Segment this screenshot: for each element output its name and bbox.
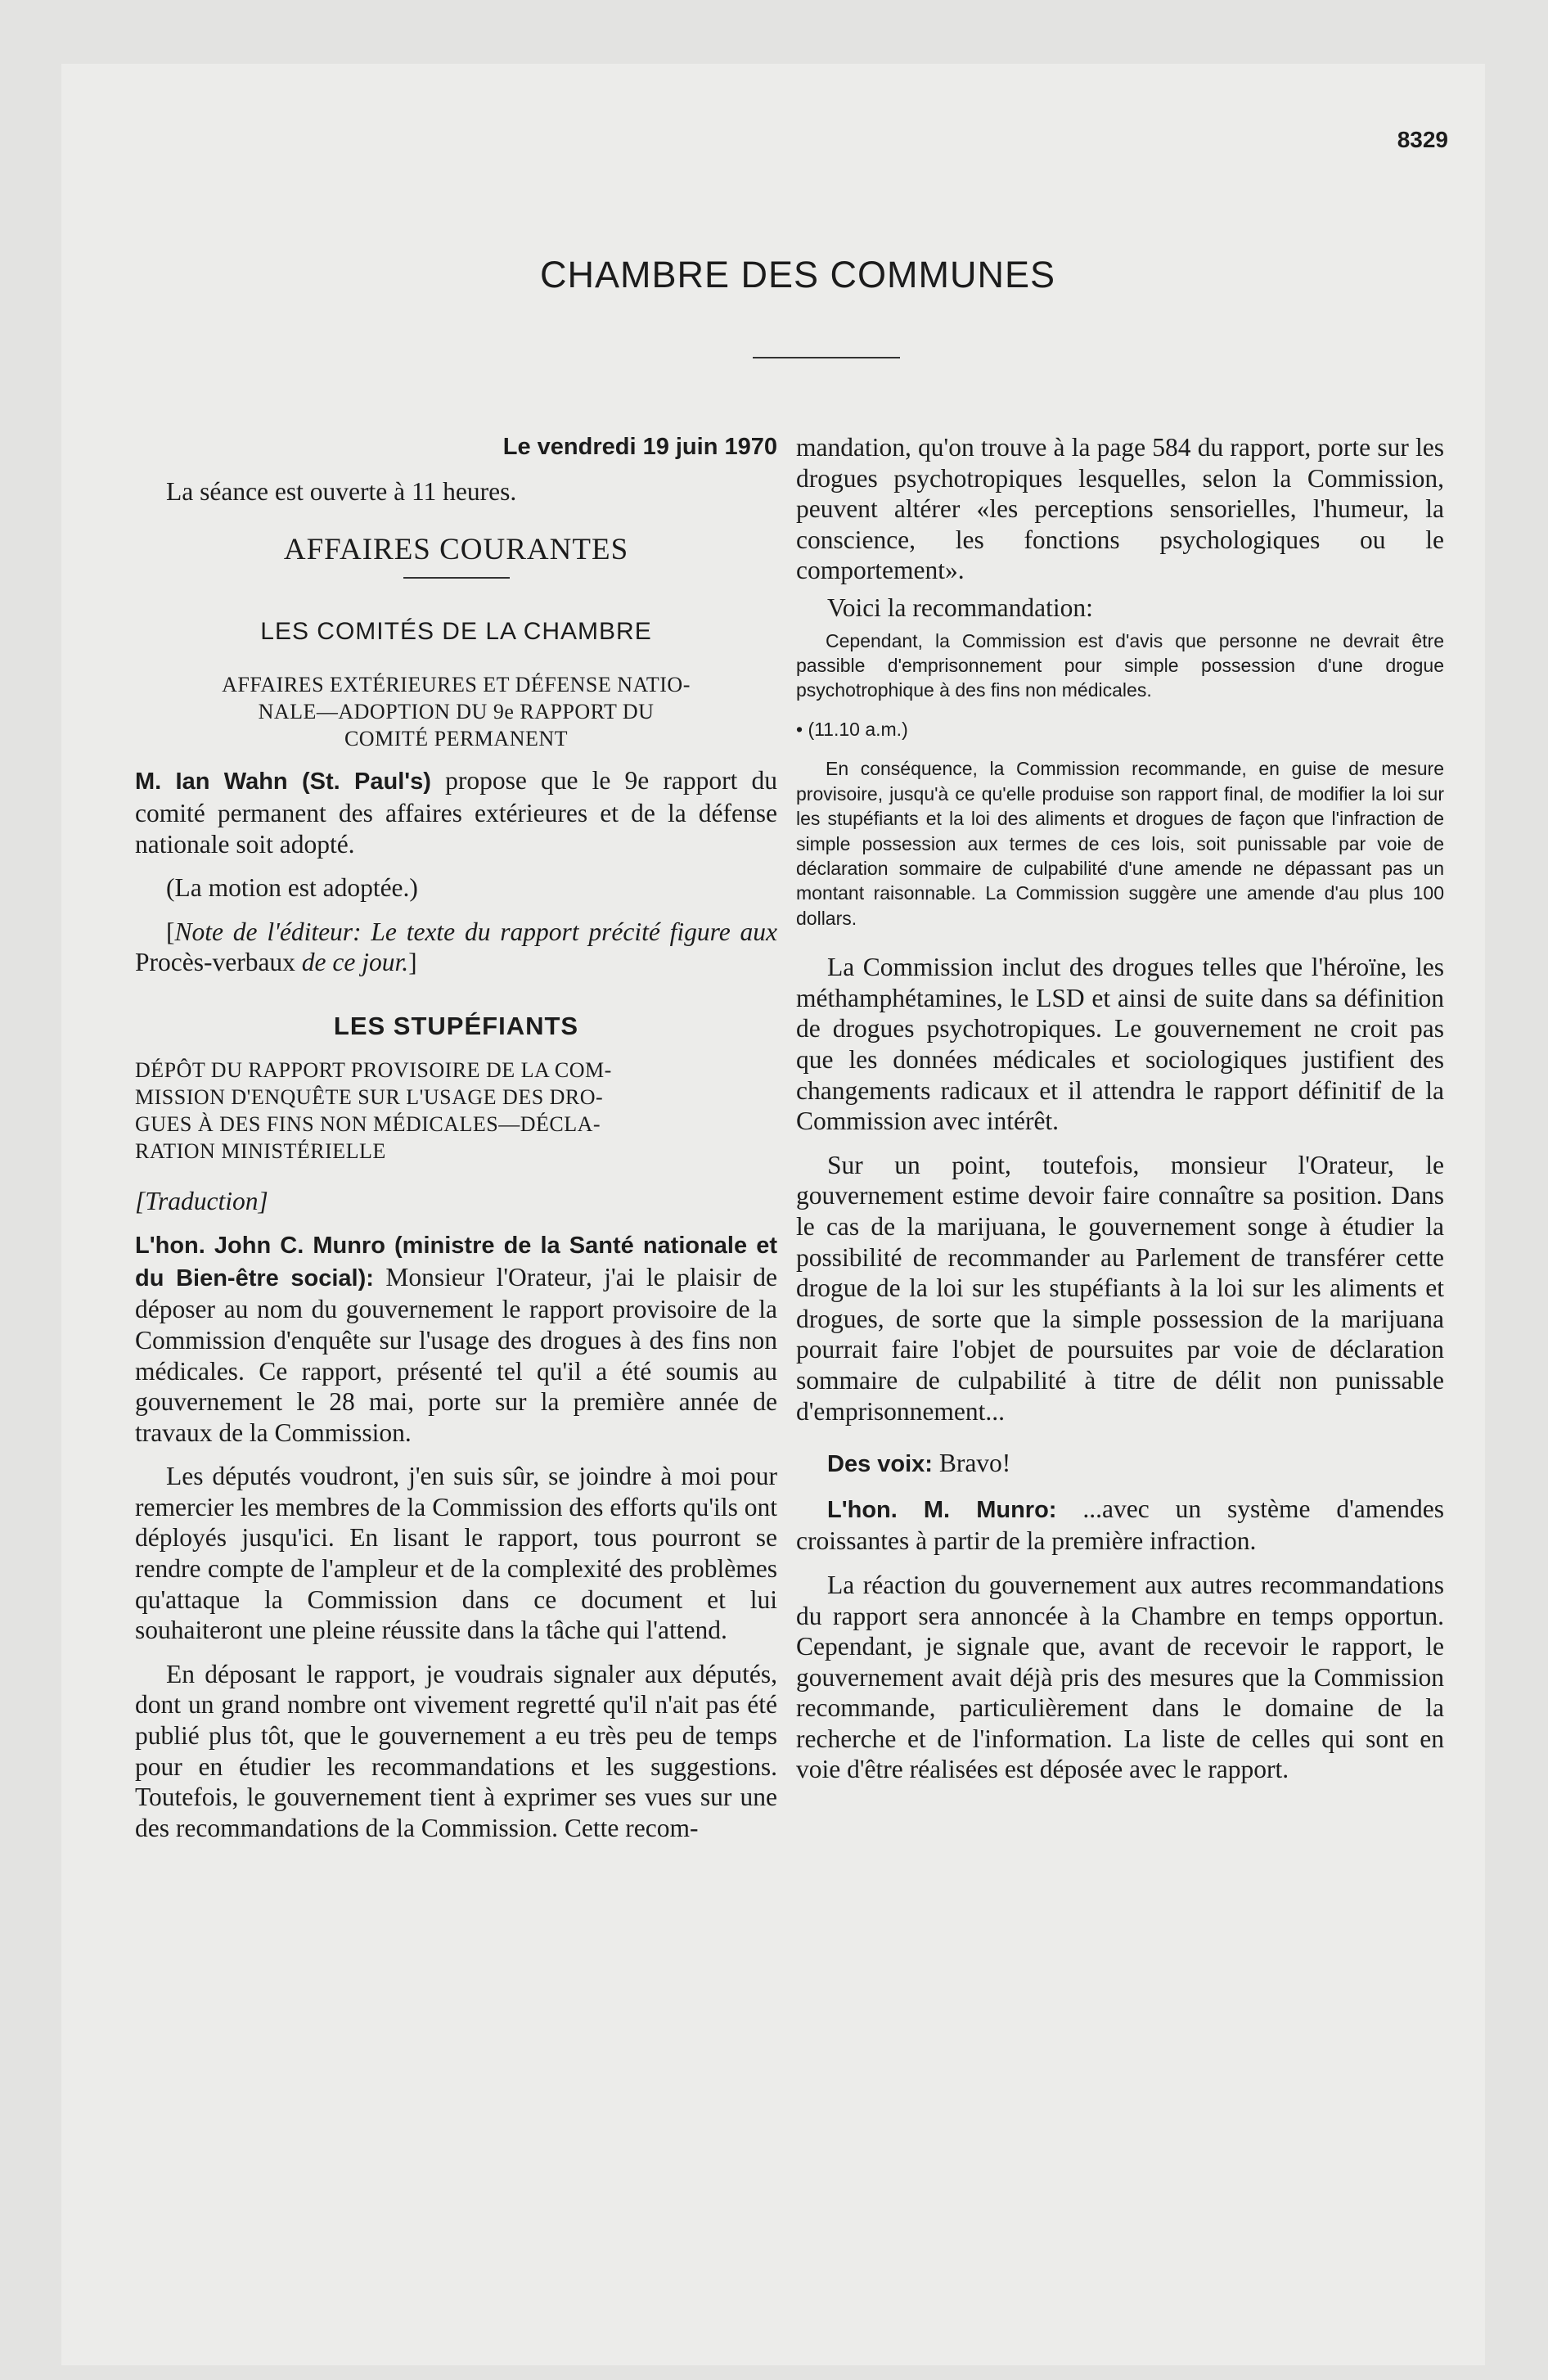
editor-note <box>135 917 777 978</box>
voix-paragraph <box>796 1448 1444 1481</box>
traduction-label <box>135 1186 777 1217</box>
munro2-paragraph <box>796 1494 1444 1557</box>
quote-recommandation-1: Cependant, la Commission est d'avis que personne ne devrait être passible d'emprisonnement pour simple possession d'une drogue psychotrophique à des fins non médicales. <box>796 629 1444 701</box>
voici-recommandation: Voici la recommandation: <box>827 593 1093 622</box>
sitting-date: Le vendredi 19 juin 1970 <box>502 434 777 460</box>
time-marker: • (11.10 a.m.) <box>796 718 908 740</box>
munro2-text: ...avec un système d'amendes croissantes à partir de la première infraction. <box>796 1494 1444 1556</box>
note-italic: Note de l'éditeur: Le texte du rapport précité figure aux <box>174 917 777 946</box>
opening-line: La séance est ouverte à 11 heures. <box>166 476 517 506</box>
note-bracket: [ <box>166 917 175 946</box>
note-proces-verbaux: Procès-verbaux <box>135 948 302 977</box>
paragraph-point: Sur un point, toutefois, monsieur l'Orateur, le gouvernement estime devoir faire connaître sa position. Dans le cas de la marijuana, le gouvernement songe à étudier la possibilité de recommander au Parlement de transférer cette drogue de la loi sur les stupéfiants à la loi sur les aliments et drogues, de sorte que la simple possession de la marijuana pourrait faire l'objet de poursuites par voie de déclaration sommaire de culpabilité à titre de délit non punissable d'emprisonnement... <box>796 1150 1444 1426</box>
speaker-voix: Des voix: <box>827 1451 933 1478</box>
note-italic-2: de ce jour. <box>301 948 409 977</box>
traduction-text: [Traduction] <box>135 1186 268 1215</box>
heading-comites: LES COMITÉS DE LA CHAMBRE <box>260 617 652 645</box>
subheading-line: DÉPÔT DU RAPPORT PROVISOIRE DE LA COM- <box>135 1057 612 1082</box>
right-column <box>796 432 1444 1785</box>
page-number: 8329 <box>1397 127 1448 152</box>
speaker-munro: L'hon. John C. Munro (ministre de la Santé nationale et du Bien-être social): <box>135 1233 777 1291</box>
note-bracket: ] <box>408 948 417 977</box>
paragraph-deposant: En déposant le rapport, je voudrais signaler aux députés, dont un grand nombre ont vivement regretté qu'il n'ait pas été publié plus tôt, que le gouvernement a eu très peu de temps pour en étudier les recommandations et les suggestions. Toutefois, le gouvernement tient à exprimer ses vues sur une des recommandations de la Commission. Cette recom- <box>135 1659 777 1842</box>
heading-rule <box>403 577 510 579</box>
subheading-line: COMITÉ PERMANENT <box>344 727 569 751</box>
paragraph-inclut: La Commission inclut des drogues telles que l'héroïne, les méthamphétamines, le LSD et ainsi de suite dans sa définition de drogues psychotropiques. Le gouvernement ne croit pas que les données médicales et sociologiques justifient des changements radicaux et il attendra le rapport définitif de la Commission avec intérêt. <box>796 953 1444 1136</box>
paragraph-mandation: mandation, qu'on trouve à la page 584 du rapport, porte sur les drogues psychotropiques lesquelles, selon la Commission, peuvent altérer «les perceptions sensorielles, l'humeur, la conscience, les fonctions psychologiques ou le comportement». <box>796 433 1444 585</box>
munro-text: Monsieur l'Orateur, j'ai le plaisir de déposer au nom du gouvernement le rapport provisoire de la Commission d'enquête sur l'usage des drogues à des fins non médicales. Ce rapport, présenté tel qu'il a été soumis au gouvernement le 28 mai, porte sur la première année de travaux de la Commission. <box>135 1262 777 1447</box>
subheading-affaires-exterieures <box>135 671 777 752</box>
left-column <box>135 432 777 1843</box>
quote-recommandation-2: En conséquence, la Commission recommande, en guise de mesure provisoire, jusqu'à ce qu'elle produise son rapport final, de modifier la loi sur les stupéfiants et la loi des aliments et drogues de façon que l'infraction de simple possession aux termes de ces lois, soit punissable par voie de déclaration sommaire de culpabilité d'une amende ne dépassant pas un montant raisonnable. La Commission suggère une amende d'au plus 100 dollars. <box>796 758 1444 929</box>
voix-text: Bravo! <box>932 1449 1011 1478</box>
subheading-line: GUES À DES FINS NON MÉDICALES—DÉCLA- <box>135 1111 601 1136</box>
speaker-wahn: M. Ian Wahn (St. Paul's) <box>135 769 431 796</box>
subheading-line: AFFAIRES EXTÉRIEURES ET DÉFENSE NATIO- <box>222 673 691 697</box>
subheading-line: RATION MINISTÉRIELLE <box>135 1138 386 1163</box>
subheading-line: MISSION D'ENQUÊTE SUR L'USAGE DES DRO- <box>135 1084 604 1109</box>
paragraph-reaction: La réaction du gouvernement aux autres recommandations du rapport sera annoncée à la Chambre en temps opportun. Cependant, je signale que, avant de recevoir le rapport, le gouvernement avait déjà pris des mesures que la Commission recommande, particulièrement dans le domaine de la recherche et de l'information. La liste de celles qui sont en voie d'être réalisées est déposée avec le rapport. <box>796 1570 1444 1784</box>
heading-stupefiants: LES STUPÉFIANTS <box>333 1011 579 1040</box>
subheading-line: NALE—ADOPTION DU 9e RAPPORT DU <box>258 700 655 724</box>
page-title: CHAMBRE DES COMMUNES <box>539 254 1056 295</box>
heading-affaires-courantes: AFFAIRES COURANTES <box>283 533 629 567</box>
wahn-text: propose que le 9e rapport du comité permanent des affaires extérieures et de la défense nationale soit adopté. <box>135 766 777 859</box>
subheading-depot-rapport <box>135 1057 777 1165</box>
wahn-paragraph <box>135 765 777 859</box>
motion-adopted: (La motion est adoptée.) <box>166 873 418 903</box>
munro-paragraph <box>135 1229 777 1448</box>
paragraph-deputes: Les députés voudront, j'en suis sûr, se joindre à moi pour remercier les membres de la Commission des efforts qu'ils ont déployés jusqu'ici. En lisant le rapport, tous pourront se rendre compte de l'ampleur et de la complexité des problèmes qu'attaque la Commission dans ce document et lui souhaiteront une pleine réussite dans la tâche qui l'attend. <box>135 1462 777 1645</box>
speaker-munro-2: L'hon. M. Munro: <box>827 1496 1057 1523</box>
title-rule <box>753 357 900 358</box>
